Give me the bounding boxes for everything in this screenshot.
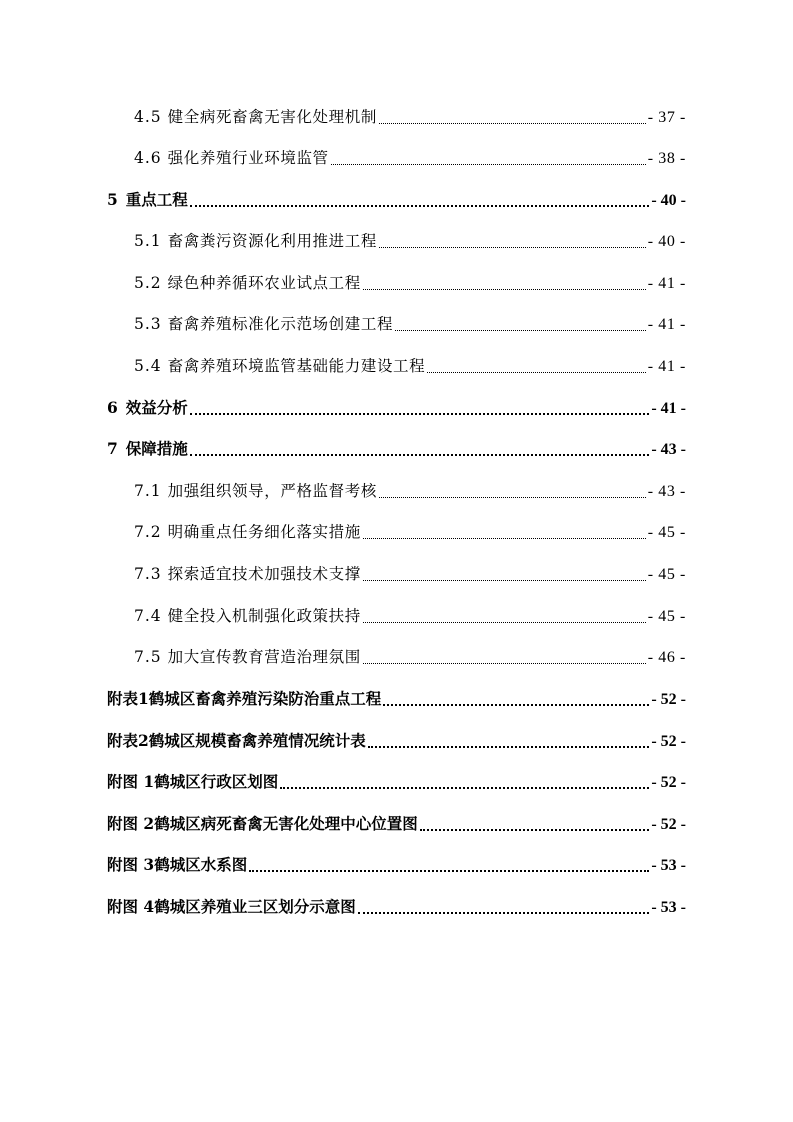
toc-entry-title: 强化养殖行业环境监管 — [167, 149, 329, 167]
toc-entry-title: 探索适宜技术加强技术支撑 — [167, 565, 361, 583]
toc-entry-number: 4.5 — [134, 108, 162, 126]
toc-entry-page: - 38 - — [647, 150, 686, 167]
toc-entry[interactable] — [134, 603, 686, 629]
toc-entry-title: 畜禽养殖环境监管基础能力建设工程 — [167, 357, 426, 375]
toc-entry-number: 附图 1 — [107, 772, 155, 791]
toc-leader-dots — [379, 234, 646, 248]
toc-entry-number: 5.2 — [134, 274, 162, 292]
toc-entry[interactable] — [107, 436, 686, 462]
toc-entry-number: 附图 2 — [107, 814, 155, 833]
toc-leader-dots — [368, 734, 650, 748]
toc-entry-title: 鹤城区畜禽养殖污染防治重点工程 — [148, 689, 382, 708]
toc-entry-number: 5.3 — [134, 315, 162, 333]
toc-entry-title: 鹤城区养殖业三区划分示意图 — [154, 897, 356, 916]
toc-entry-number: 7.4 — [134, 607, 162, 625]
toc-entry[interactable] — [134, 561, 686, 587]
toc-leader-dots — [363, 525, 646, 539]
toc-entry-title: 畜禽粪污资源化利用推进工程 — [167, 232, 377, 250]
toc-leader-dots — [249, 858, 649, 872]
toc-leader-dots — [190, 193, 650, 207]
toc-entry[interactable] — [134, 478, 686, 504]
toc-entry[interactable] — [107, 728, 686, 754]
toc-entry-number: 附表2 — [107, 731, 149, 750]
toc-leader-dots — [331, 151, 646, 165]
toc-entry-number: 7.2 — [134, 523, 162, 541]
toc-entry-title: 明确重点任务细化落实措施 — [167, 523, 361, 541]
toc-leader-dots — [379, 110, 646, 124]
toc-entry-page: - 52 - — [651, 774, 686, 791]
toc-entry-title: 鹤城区行政区划图 — [154, 772, 279, 791]
toc-entry[interactable] — [107, 187, 686, 213]
toc-entry-page: - 45 - — [647, 524, 686, 541]
toc-entry[interactable] — [134, 644, 686, 670]
toc-entry[interactable] — [134, 104, 686, 130]
toc-entry-title: 鹤城区规模畜禽养殖情况统计表 — [148, 731, 366, 750]
toc-entry[interactable] — [107, 811, 686, 837]
toc-entry[interactable] — [107, 769, 686, 795]
toc-entry-page: - 41 - — [647, 358, 686, 375]
toc-entry-number: 5.4 — [134, 357, 162, 375]
toc-entry[interactable] — [107, 395, 686, 421]
toc-entry-page: - 45 - — [647, 566, 686, 583]
toc-entry-page: - 52 - — [651, 691, 686, 708]
toc-leader-dots — [383, 692, 649, 706]
toc-leader-dots — [358, 900, 650, 914]
toc-leader-dots — [190, 442, 650, 456]
toc-entry-number: 7.3 — [134, 565, 162, 583]
toc-entry-number: 5 — [107, 190, 118, 209]
toc-leader-dots — [379, 484, 646, 498]
toc-entry-title: 加大宣传教育营造治理氛围 — [167, 648, 361, 666]
toc-entry-page: - 46 - — [647, 649, 686, 666]
toc-leader-dots — [363, 609, 646, 623]
toc-entry-number: 附图 3 — [107, 855, 155, 874]
toc-entry-title: 保障措施 — [125, 439, 188, 458]
toc-entry-page: - 40 - — [651, 192, 686, 209]
toc-entry-page: - 37 - — [647, 109, 686, 126]
toc-leader-dots — [427, 359, 645, 373]
toc-entry-page: - 52 - — [651, 733, 686, 750]
toc-entry-page: - 43 - — [647, 483, 686, 500]
toc-entry-title: 畜禽养殖标准化示范场创建工程 — [167, 315, 394, 333]
toc-entry[interactable] — [134, 311, 686, 337]
toc-entry-number: 7.5 — [134, 648, 162, 666]
toc-entry-number: 7.1 — [134, 482, 162, 500]
toc-entry[interactable] — [134, 270, 686, 296]
toc-entry[interactable] — [134, 353, 686, 379]
toc-entry[interactable] — [134, 228, 686, 254]
toc-entry-page: - 45 - — [647, 608, 686, 625]
toc-entry-title: 健全病死畜禽无害化处理机制 — [167, 108, 377, 126]
toc-entry-page: - 43 - — [651, 441, 686, 458]
toc-entry-number: 4.6 — [134, 149, 162, 167]
toc-entry-title: 绿色种养循环农业试点工程 — [167, 274, 361, 292]
toc-entry[interactable] — [107, 686, 686, 712]
toc-entry-title: 鹤城区水系图 — [154, 855, 248, 874]
toc-entry-title: 重点工程 — [125, 190, 188, 209]
toc-entry-page: - 53 - — [651, 857, 686, 874]
toc-entry-number: 6 — [107, 398, 118, 417]
toc-entry-title: 加强组织领导，严格监督考核 — [167, 482, 377, 500]
toc-entry-page: - 41 - — [647, 316, 686, 333]
toc-entry-number: 附表1 — [107, 689, 149, 708]
toc-entry-page: - 41 - — [647, 275, 686, 292]
toc-entry[interactable] — [134, 145, 686, 171]
toc-entry[interactable] — [107, 894, 686, 920]
toc-leader-dots — [395, 317, 646, 331]
toc-entry-title: 健全投入机制强化政策扶持 — [167, 607, 361, 625]
toc-entry-page: - 52 - — [651, 816, 686, 833]
toc-leader-dots — [420, 817, 650, 831]
toc-entry-page: - 41 - — [651, 400, 686, 417]
toc-leader-dots — [363, 567, 646, 581]
toc-leader-dots — [190, 401, 650, 415]
toc-entry-number: 附图 4 — [107, 897, 155, 916]
toc-leader-dots — [363, 276, 646, 290]
toc-entry[interactable] — [107, 852, 686, 878]
toc-entry[interactable] — [134, 519, 686, 545]
toc-entry-title: 鹤城区病死畜禽无害化处理中心位置图 — [154, 814, 418, 833]
toc-entry-number: 5.1 — [134, 232, 162, 250]
toc-entry-page: - 53 - — [651, 899, 686, 916]
toc-entry-number: 7 — [107, 439, 118, 458]
toc-leader-dots — [363, 650, 646, 664]
toc-entry-title: 效益分析 — [125, 398, 188, 417]
toc-entry-page: - 40 - — [647, 233, 686, 250]
toc-leader-dots — [280, 775, 649, 789]
